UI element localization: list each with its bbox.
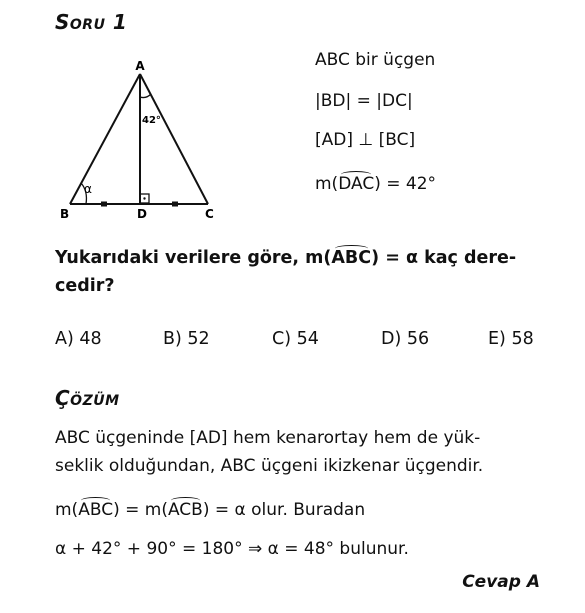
prompt-suffix: ) = α kaç dere- [371,248,517,268]
arc-abc-solution: ABC [78,500,114,520]
label-d: D [137,207,147,221]
arc-acb-solution: ACB [167,500,203,520]
side-ab [70,74,140,204]
solution-heading: Çözüm [55,386,120,410]
given-line-4-prefix: m( [315,174,339,194]
tick-mark-dc [172,202,178,207]
solution-line-1: ABC üçgeninde [AD] hem kenarortay hem de yük- [55,428,481,448]
option-b: B) 52 [163,329,210,349]
arc-abc: ABC [331,248,372,268]
solution-line-2: seklik olduğundan, ABC üçgeni ikizkenar üçgendir. [55,456,484,476]
question-prompt-line-1 [55,248,516,268]
given-line-3: [AD] ⊥ [BC] [315,130,416,150]
label-alpha: α [84,182,92,196]
label-b: B [60,207,70,221]
label-a: A [135,59,145,73]
label-c: C [205,207,214,221]
option-d: D) 56 [381,329,430,349]
solution-line-4: α + 42° + 90° = 180° ⇒ α = 48° bulunur. [55,539,409,559]
solution-line-3-a: m( [55,500,79,520]
triangle-figure [55,52,235,227]
side-ac [140,74,208,204]
option-a: A) 48 [55,329,102,349]
answer-label: Cevap A [462,572,540,592]
solution-line-3-c: ) = α olur. Buradan [202,500,366,520]
prompt-prefix: Yukarıdaki verilere göre, m( [55,248,332,268]
label-angle-42: 42° [142,115,161,126]
angle-arc-dac [140,94,151,98]
right-angle-dot [143,197,145,199]
given-line-1: ABC bir üçgen [315,50,436,70]
option-e: E) 58 [488,329,534,349]
given-line-4 [315,174,436,194]
given-line-2: |BD| = |DC| [315,91,413,111]
given-line-4-suffix: ) = 42° [374,174,437,194]
question-prompt-line-2: cedir? [55,276,115,296]
question-heading: Soru 1 [55,10,128,34]
solution-line-3 [55,500,365,520]
tick-mark-bd [101,202,107,207]
arc-dac: DAC [338,174,375,194]
option-c: C) 54 [272,329,319,349]
solution-line-3-b: ) = m( [113,500,168,520]
